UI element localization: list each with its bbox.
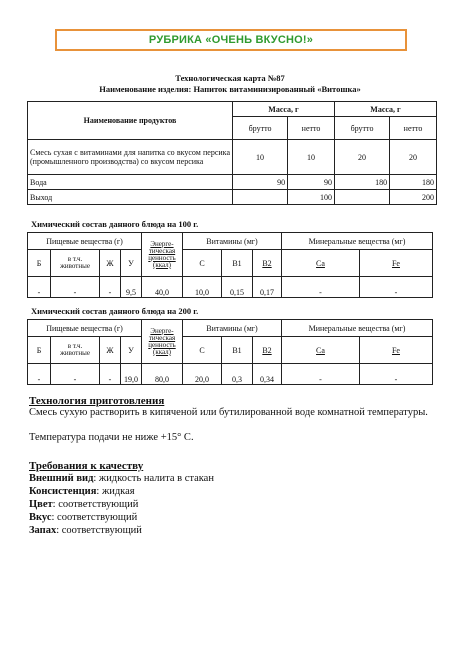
- vitamins-header: Витамины (мг): [183, 320, 282, 337]
- recipe-table: [27, 101, 437, 205]
- quality-item: Внешний вид: жидкость налита в стакан: [29, 473, 214, 484]
- value-cell: 19,0: [121, 364, 142, 385]
- sub-header: в т.ч. животные: [51, 337, 100, 364]
- value-cell: 9,5: [121, 277, 142, 298]
- table-row: [28, 190, 437, 205]
- product-name: Наименование изделия: Напиток витаминизированный «Витошка»: [99, 84, 361, 94]
- sub-header: У: [121, 250, 142, 277]
- chem100-table: [27, 232, 433, 298]
- value-cell: 0,34: [253, 364, 282, 385]
- quality-item: Консистенция: жидкая: [29, 486, 135, 497]
- value-cell: -: [359, 277, 432, 298]
- value-cell: 20,0: [183, 364, 222, 385]
- value-cell: -: [28, 364, 51, 385]
- value-cell: 10: [233, 140, 288, 175]
- tech-temperature: Температура подачи не ниже +15° С.: [29, 432, 194, 443]
- sub-header: С: [183, 337, 222, 364]
- value-cell: 90: [233, 175, 288, 190]
- product-cell: Выход: [28, 190, 233, 205]
- value-cell: 100: [288, 190, 335, 205]
- value-cell: -: [51, 277, 100, 298]
- minerals-header: Минеральные вещества (мг): [282, 233, 433, 250]
- card-title: Технологическая карта №87: [175, 73, 285, 83]
- value-cell: -: [100, 364, 121, 385]
- value-cell: -: [282, 277, 360, 298]
- value-cell: [233, 190, 288, 205]
- product-cell: Вода: [28, 175, 233, 190]
- minerals-header: Минеральные вещества (мг): [282, 320, 433, 337]
- col-product-header: Наименование продуктов: [28, 102, 233, 140]
- value-cell: 20: [390, 140, 437, 175]
- value-cell: 20: [334, 140, 389, 175]
- quality-item: Вкус: соответствующий: [29, 512, 138, 523]
- chem200-table: [27, 319, 433, 385]
- energy-header: Энерге-тическая ценность (ккал): [142, 233, 183, 277]
- value-cell: 40,0: [142, 277, 183, 298]
- value-cell: 0,17: [253, 277, 282, 298]
- sub-header: В1: [222, 250, 253, 277]
- col-mass1-header: Масса, г: [233, 102, 335, 117]
- sub-header: Са: [282, 337, 360, 364]
- tech-text: Смесь сухую растворить в кипяченой или бутилированной воде комнатной температуры.: [29, 407, 428, 418]
- chem200-title: Химический состав данного блюда на 200 г.: [31, 306, 199, 316]
- table-row: [28, 277, 433, 298]
- value-cell: 10: [288, 140, 335, 175]
- value-cell: 180: [334, 175, 389, 190]
- sub-header: В2: [253, 337, 282, 364]
- value-cell: -: [28, 277, 51, 298]
- quality-item: Запах: соответствующий: [29, 525, 142, 536]
- sub-header: Ж: [100, 337, 121, 364]
- value-cell: [334, 190, 389, 205]
- table-row: [28, 140, 437, 175]
- col-mass2-header: Масса, г: [334, 102, 436, 117]
- netto-header: нетто: [390, 117, 437, 140]
- sub-header: В1: [222, 337, 253, 364]
- sub-header: Б: [28, 337, 51, 364]
- value-cell: 0,15: [222, 277, 253, 298]
- sub-header: Б: [28, 250, 51, 277]
- energy-header: Энерге-тическая ценность (ккал): [142, 320, 183, 364]
- sub-header: С: [183, 250, 222, 277]
- tech-title: Технология приготовления: [29, 395, 165, 407]
- sub-header: Са: [282, 250, 360, 277]
- netto-header: нетто: [288, 117, 335, 140]
- quality-item: Цвет: соответствующий: [29, 499, 139, 510]
- value-cell: -: [359, 364, 432, 385]
- value-cell: -: [100, 277, 121, 298]
- vitamins-header: Витамины (мг): [183, 233, 282, 250]
- value-cell: 80,0: [142, 364, 183, 385]
- chem100-title: Химический состав данного блюда на 100 г.: [31, 219, 199, 229]
- sub-header: в т.ч. животные: [51, 250, 100, 277]
- value-cell: -: [282, 364, 360, 385]
- sub-header: У: [121, 337, 142, 364]
- table-row: [28, 175, 437, 190]
- sub-header: В2: [253, 250, 282, 277]
- value-cell: 90: [288, 175, 335, 190]
- value-cell: 10,0: [183, 277, 222, 298]
- food-header: Пищевые вещества (г): [28, 320, 142, 337]
- value-cell: 180: [390, 175, 437, 190]
- brutto-header: брутто: [233, 117, 288, 140]
- sub-header: Fe: [359, 250, 432, 277]
- value-cell: 200: [390, 190, 437, 205]
- product-cell: Смесь сухая с витаминами для напитка со вкусом персика (промышленного производства) со вкусом персика: [28, 140, 233, 175]
- sub-header: Fe: [359, 337, 432, 364]
- quality-title: Требования к качеству: [29, 460, 144, 472]
- brutto-header: брутто: [334, 117, 389, 140]
- value-cell: 0,3: [222, 364, 253, 385]
- food-header: Пищевые вещества (г): [28, 233, 142, 250]
- table-row: [28, 364, 433, 385]
- rubric-banner: РУБРИКА «ОЧЕНЬ ВКУСНО!»: [55, 29, 407, 51]
- sub-header: Ж: [100, 250, 121, 277]
- value-cell: -: [51, 364, 100, 385]
